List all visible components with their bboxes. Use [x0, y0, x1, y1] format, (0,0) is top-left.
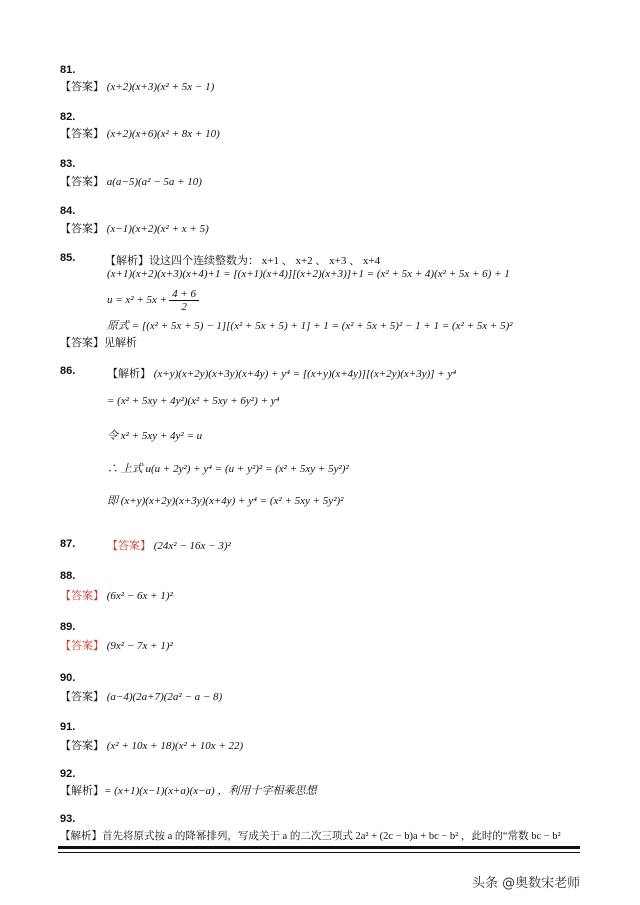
problem-number: 83.	[60, 158, 76, 170]
result-line: 原式 = [(x² + 5x + 5) − 1][(x² + 5x + 5) + 1] + 1 = (x² + 5x + 5)² − 1 + 1 = (x² + 5x + 5)²	[107, 320, 513, 332]
watermark: 头条 @奥数宋老师	[472, 876, 581, 891]
derivation-line: ∴ 上式 u(u + 2y²) + y⁴ = (u + y²)² = (x² + 5xy + 5y²)²	[107, 463, 349, 475]
analysis-label: 【解析】	[60, 785, 104, 797]
answer-label: 【答案】	[60, 590, 104, 602]
substitution-line	[107, 288, 201, 313]
answer-label: 【答案】	[60, 691, 104, 703]
analysis-expression: = (x+1)(x−1)(x+a)(x−a) ，利用十字相乘思想	[104, 785, 317, 797]
answer-line	[60, 587, 173, 603]
answer-text: 见解析	[104, 337, 137, 349]
answer-expression: (x+2)(x+3)(x² + 5x − 1)	[106, 81, 215, 93]
answer-line	[60, 334, 137, 350]
problem-number: 92.	[60, 768, 76, 780]
fraction	[169, 288, 199, 313]
footer-rule-thin	[58, 852, 580, 853]
result-line: 即 (x+y)(x+2y)(x+3y)(x+4y) + y⁴ = (x² + 5xy + 5y²)²	[107, 495, 344, 507]
analysis-label: 【解析】	[107, 368, 151, 380]
derivation-line: = (x² + 5xy + 4y²)(x² + 5xy + 6y²) + y⁴	[107, 395, 280, 407]
analysis-text: 首先将原式按 a 的降幂排列，写成关于 a 的二次三项式 2a² + (2c − b)a + bc − b² ，此时的“常数 bc − b²	[102, 831, 561, 842]
footer-rule-thick	[58, 846, 580, 849]
answer-line	[60, 220, 209, 236]
answer-label: 【答案】	[60, 223, 104, 235]
analysis-label: 【解析】	[105, 255, 149, 267]
answer-expression: (24x² − 16x − 3)²	[153, 540, 231, 552]
answer-line	[107, 537, 231, 553]
answer-expression: (6x² − 6x + 1)²	[106, 590, 173, 602]
answer-line	[60, 688, 222, 704]
answer-label: 【答案】	[60, 81, 104, 93]
answer-expression: (x² + 10x + 18)(x² + 10x + 22)	[106, 740, 244, 752]
analysis-line	[107, 365, 456, 381]
answer-line	[60, 737, 243, 753]
answer-label: 【答案】	[60, 128, 104, 140]
problem-number: 85.	[60, 252, 76, 264]
answer-label: 【答案】	[60, 740, 104, 752]
answer-label: 【答案】	[60, 176, 104, 188]
answer-line	[60, 125, 220, 141]
answer-line	[60, 637, 173, 653]
problem-number: 84.	[60, 205, 76, 217]
analysis-line	[60, 828, 561, 843]
problem-number: 87.	[60, 538, 76, 550]
substitution-line: 令 x² + 5xy + 4y² = u	[107, 430, 203, 442]
problem-number: 82.	[60, 111, 76, 123]
answer-label: 【答案】	[60, 337, 104, 349]
problem-number: 81.	[60, 64, 76, 76]
problem-number: 90.	[60, 672, 76, 684]
problem-number: 93.	[60, 813, 76, 825]
analysis-line	[60, 782, 316, 798]
answer-expression: (x+2)(x+6)(x² + 8x + 10)	[106, 128, 220, 140]
problem-number: 91.	[60, 721, 76, 733]
answer-expression: (a−4)(2a+7)(2a² − a − 8)	[106, 691, 223, 703]
answer-expression: a(a−5)(a² − 5a + 10)	[106, 176, 202, 188]
answer-label: 【答案】	[60, 640, 104, 652]
answer-expression: (9x² − 7x + 1)²	[106, 640, 173, 652]
fraction-numerator: 4 + 6	[169, 288, 199, 301]
analysis-line	[105, 252, 380, 268]
answer-label: 【答案】	[107, 540, 151, 552]
problem-number: 88.	[60, 570, 76, 582]
answer-line	[60, 78, 214, 94]
answer-expression: (x−1)(x+2)(x² + x + 5)	[106, 223, 209, 235]
analysis-text: 设这四个连续整数为： x+1 、 x+2 、 x+3 、 x+4	[149, 255, 381, 267]
analysis-expression: (x+y)(x+2y)(x+3y)(x+4y) + y⁴ = [(x+y)(x+4y)][(x+2y)(x+3y)] + y⁴	[153, 368, 457, 380]
analysis-label: 【解析】	[60, 831, 102, 842]
problem-number: 86.	[60, 365, 76, 377]
answer-line	[60, 173, 202, 189]
fraction-denominator: 2	[181, 301, 187, 313]
substitution-expression: u = x² + 5x +	[107, 294, 168, 307]
derivation-line: (x+1)(x+2)(x+3)(x+4)+1 = [(x+1)(x+4)][(x+2)(x+3)]+1 = (x² + 5x + 4)(x² + 5x + 6) + 1	[107, 268, 510, 280]
problem-number: 89.	[60, 621, 76, 633]
